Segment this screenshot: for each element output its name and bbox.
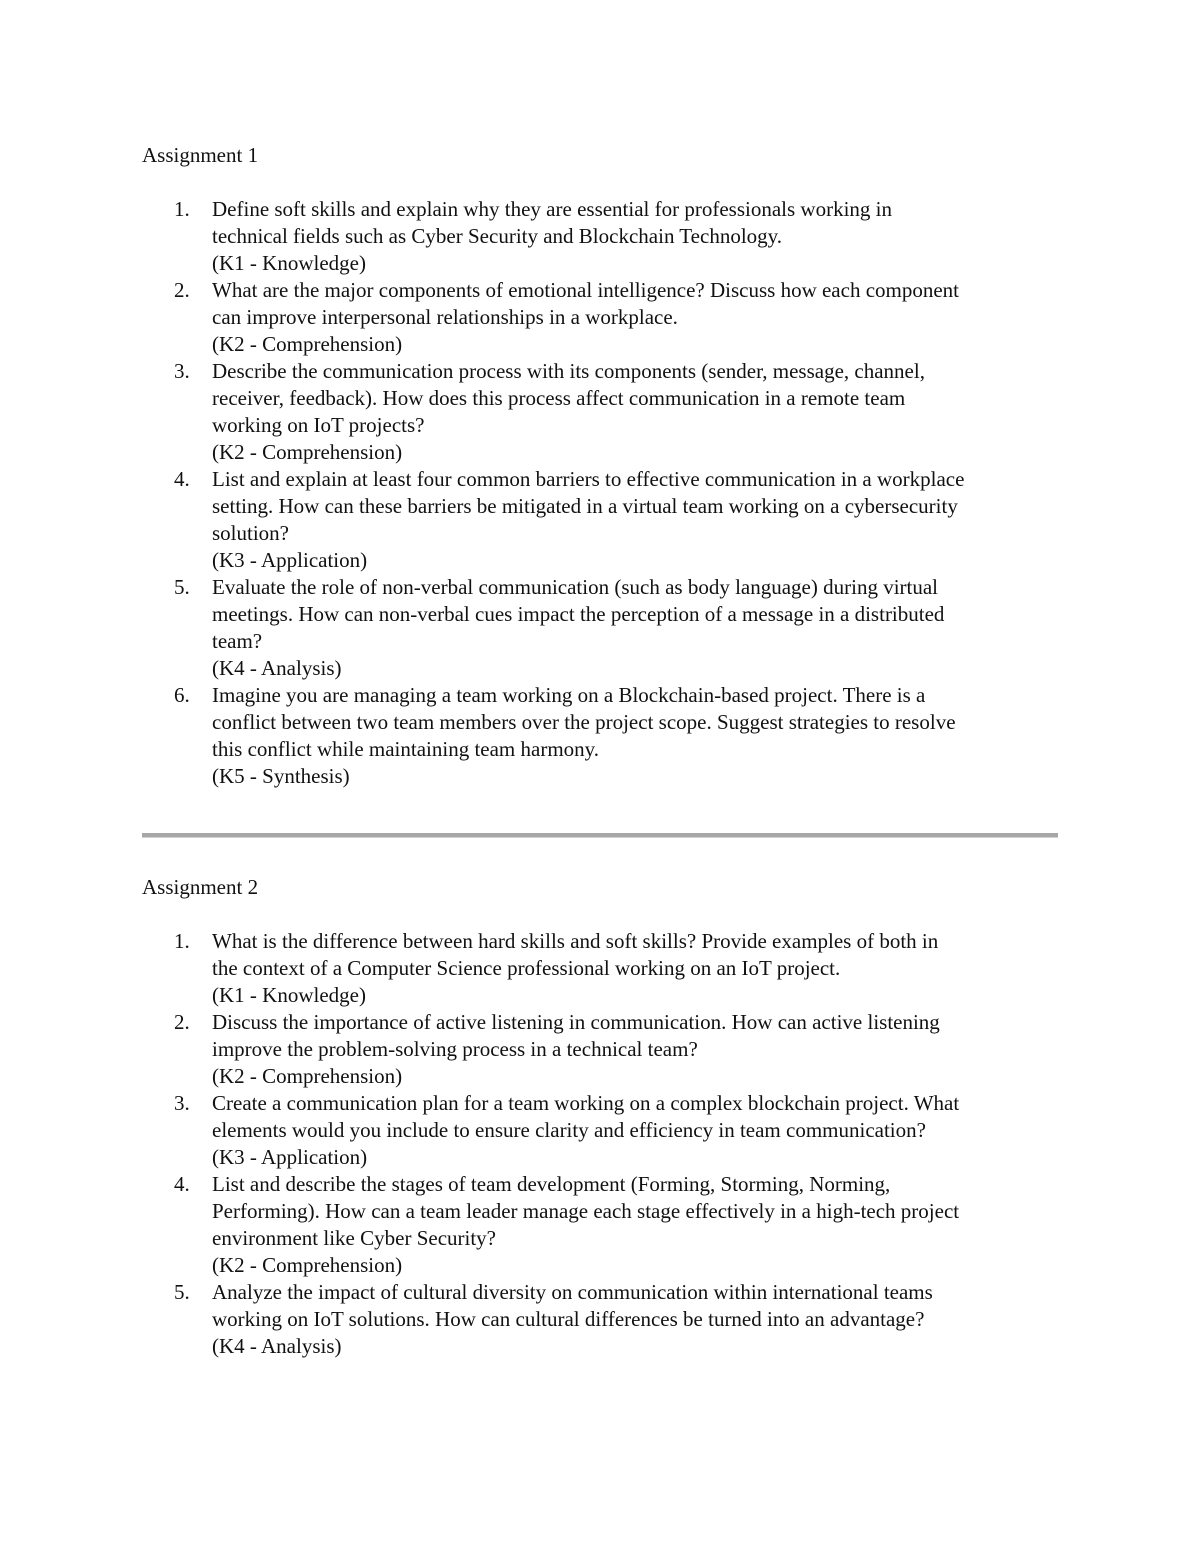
- question-number: 3.: [174, 359, 190, 383]
- question-level: (K4 - Analysis): [212, 1334, 342, 1358]
- question-number: 5.: [174, 575, 190, 599]
- question-text-line: What is the difference between hard skills and soft skills? Provide examples of both in: [212, 929, 939, 953]
- question-item: [142, 277, 1062, 358]
- question-item: [142, 1009, 1062, 1090]
- question-item: [142, 574, 1062, 682]
- question-number: 1.: [174, 197, 190, 221]
- question-level: (K2 - Comprehension): [212, 440, 403, 464]
- question-text-line: the context of a Computer Science professional working on an IoT project.: [212, 956, 841, 980]
- question-text-line: environment like Cyber Security?: [212, 1226, 497, 1250]
- question-item: [142, 466, 1062, 574]
- question-item: [142, 196, 1062, 277]
- question-level: (K2 - Comprehension): [212, 332, 403, 356]
- question-number: 2.: [174, 1010, 190, 1034]
- question-level: (K1 - Knowledge): [212, 983, 366, 1007]
- question-text-line: improve the problem-solving process in a technical team?: [212, 1037, 698, 1061]
- question-text-line: Create a communication plan for a team working on a complex blockchain project. What: [212, 1091, 960, 1115]
- assignment-1-section: [142, 142, 1062, 790]
- question-item: [142, 358, 1062, 466]
- question-number: 5.: [174, 1280, 190, 1304]
- question-level: (K3 - Application): [212, 548, 368, 572]
- question-number: 4.: [174, 467, 190, 491]
- question-text-line: List and describe the stages of team development (Forming, Storming, Norming,: [212, 1172, 891, 1196]
- question-text-line: working on IoT solutions. How can cultural differences be turned into an advantage?: [212, 1307, 925, 1331]
- question-number: 3.: [174, 1091, 190, 1115]
- question-text-line: working on IoT projects?: [212, 413, 425, 437]
- question-item: [142, 682, 1062, 790]
- question-text-line: elements would you include to ensure clarity and efficiency in team communication?: [212, 1118, 926, 1142]
- question-item: [142, 1171, 1062, 1279]
- question-text-line: can improve interpersonal relationships in a workplace.: [212, 305, 678, 329]
- question-number: 6.: [174, 683, 190, 707]
- question-text-line: meetings. How can non-verbal cues impact the perception of a message in a distributed: [212, 602, 945, 626]
- question-text-line: conflict between two team members over the project scope. Suggest strategies to resolve: [212, 710, 956, 734]
- question-text-line: Evaluate the role of non-verbal communication (such as body language) during virtual: [212, 575, 939, 599]
- section-divider: [142, 833, 1058, 838]
- question-item: [142, 1090, 1062, 1171]
- question-text-line: List and explain at least four common barriers to effective communication in a workplace: [212, 467, 965, 491]
- question-text-line: Define soft skills and explain why they are essential for professionals working in: [212, 197, 893, 221]
- question-number: 2.: [174, 278, 190, 302]
- question-text-line: this conflict while maintaining team harmony.: [212, 737, 600, 761]
- question-text-line: Describe the communication process with its components (sender, message, channel,: [212, 359, 925, 383]
- question-text-line: Imagine you are managing a team working on a Blockchain-based project. There is a: [212, 683, 926, 707]
- assignment-2-section: [142, 874, 1062, 1360]
- question-level: (K1 - Knowledge): [212, 251, 366, 275]
- question-item: [142, 928, 1062, 1009]
- question-text-line: What are the major components of emotional intelligence? Discuss how each component: [212, 278, 960, 302]
- question-text-line: Performing). How can a team leader manage each stage effectively in a high-tech project: [212, 1199, 960, 1223]
- question-level: (K4 - Analysis): [212, 656, 342, 680]
- question-text-line: Discuss the importance of active listening in communication. How can active listening: [212, 1010, 940, 1034]
- assignment-1-title: Assignment 1: [142, 143, 259, 167]
- question-text-line: setting. How can these barriers be mitigated in a virtual team working on a cybersecurity: [212, 494, 958, 518]
- question-level: (K2 - Comprehension): [212, 1064, 403, 1088]
- question-level: (K2 - Comprehension): [212, 1253, 403, 1277]
- question-text-line: receiver, feedback). How does this process affect communication in a remote team: [212, 386, 906, 410]
- question-level: (K3 - Application): [212, 1145, 368, 1169]
- assignment-2-title: Assignment 2: [142, 875, 259, 899]
- question-text-line: technical fields such as Cyber Security and Blockchain Technology.: [212, 224, 783, 248]
- question-text-line: Analyze the impact of cultural diversity on communication within international teams: [212, 1280, 933, 1304]
- question-number: 4.: [174, 1172, 190, 1196]
- question-text-line: solution?: [212, 521, 289, 545]
- question-text-line: team?: [212, 629, 263, 653]
- question-number: 1.: [174, 929, 190, 953]
- assignment-2-question-list: [142, 928, 1062, 1360]
- question-level: (K5 - Synthesis): [212, 764, 350, 788]
- question-item: [142, 1279, 1062, 1360]
- assignment-1-question-list: [142, 196, 1062, 790]
